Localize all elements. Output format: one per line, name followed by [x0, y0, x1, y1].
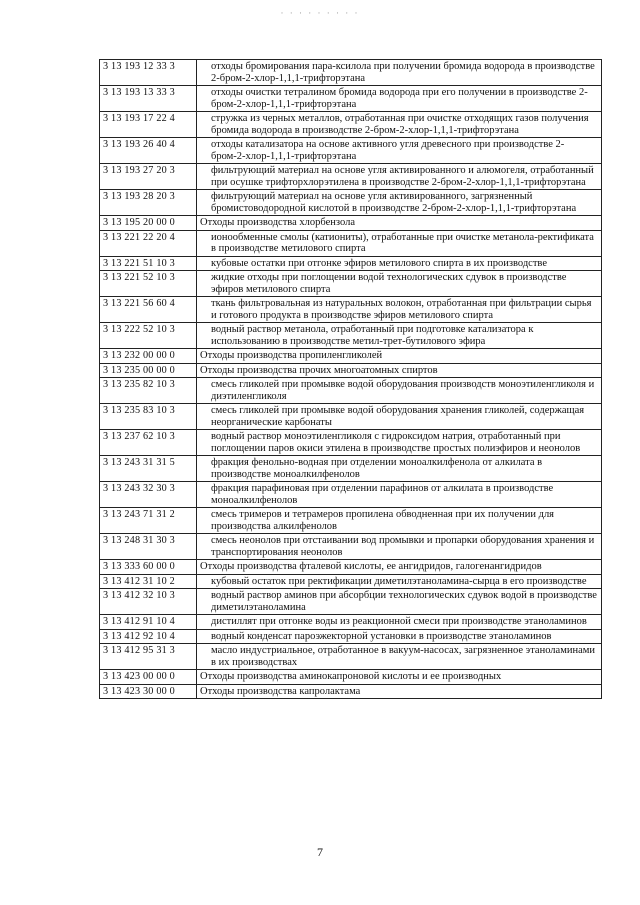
waste-description: ионообменные смолы (катиониты), отработанные при очистке метанола-ректификата в производстве метилового спирта: [197, 230, 602, 256]
table-row: [100, 138, 602, 164]
waste-code: 3 13 193 13 33 3: [100, 86, 197, 112]
waste-group-name: Отходы производства капролактама: [197, 684, 602, 699]
table-row: [100, 378, 602, 404]
waste-code: 3 13 235 83 10 3: [100, 404, 197, 430]
waste-code: 3 13 193 27 20 3: [100, 164, 197, 190]
table-row: [100, 430, 602, 456]
waste-description: фильтрующий материал на основе угля активированного, загрязненный бромистоводородной кислотой в производстве 2-бром-2-хлор-1,1,1-трифторэтана: [197, 190, 602, 216]
waste-code: 3 13 412 31 10 2: [100, 574, 197, 589]
table-row: [100, 534, 602, 560]
waste-description: фракция фенольно-водная при отделении моноалкилфенола от алкилата в производстве моноалкилфенолов: [197, 456, 602, 482]
waste-code: 3 13 193 28 20 3: [100, 190, 197, 216]
waste-code: 3 13 235 00 00 0: [100, 363, 197, 378]
waste-description: смесь гликолей при промывке водой оборудования производств моноэтиленгликоля и диэтиленгликоля: [197, 378, 602, 404]
waste-code: 3 13 193 17 22 4: [100, 112, 197, 138]
waste-code: 3 13 412 92 10 4: [100, 629, 197, 644]
waste-description: водный раствор аминов при абсорбции технологических сдувок водой в производстве диметилэтаноламина: [197, 589, 602, 615]
table-group-row: [100, 684, 602, 699]
waste-description: смесь тримеров и тетрамеров пропилена обводненная при их получении для производства алкилфенолов: [197, 508, 602, 534]
table-row: [100, 190, 602, 216]
waste-code: 3 13 412 32 10 3: [100, 589, 197, 615]
table-body: [100, 60, 602, 699]
waste-description: масло индустриальное, отработанное в вакуум-насосах, загрязненное этаноламинами в их производствах: [197, 644, 602, 670]
table-row: [100, 589, 602, 615]
waste-description: жидкие отходы при поглощении водой технологических сдувок в производстве эфиров метилового спирта: [197, 271, 602, 297]
header-stamp: · · · · · · · · ·: [280, 8, 360, 18]
waste-description: кубовые остатки при отгонке эфиров метилового спирта в их производстве: [197, 256, 602, 271]
waste-code: 3 13 412 95 31 3: [100, 644, 197, 670]
table-row: [100, 629, 602, 644]
table-row: [100, 644, 602, 670]
waste-description: отходы очистки тетралином бромида водорода при его получении в производстве 2-бром-2-хлор-1,1,1-трифторэтана: [197, 86, 602, 112]
waste-description: смесь неонолов при отстаивании вод промывки и пропарки оборудования хранения и транспортирования неонолов: [197, 534, 602, 560]
table-row: [100, 256, 602, 271]
waste-code: 3 13 423 30 00 0: [100, 684, 197, 699]
waste-code: 3 13 333 60 00 0: [100, 560, 197, 575]
table-row: [100, 574, 602, 589]
waste-code: 3 13 243 71 31 2: [100, 508, 197, 534]
waste-description: водный конденсат пароэжекторной установки в производстве этаноламинов: [197, 629, 602, 644]
table-row: [100, 60, 602, 86]
waste-group-name: Отходы производства фталевой кислоты, ее ангидридов, галогенангидридов: [197, 560, 602, 575]
table-group-row: [100, 670, 602, 685]
waste-code: 3 13 221 51 10 3: [100, 256, 197, 271]
waste-code: 3 13 193 12 33 3: [100, 60, 197, 86]
table-row: [100, 86, 602, 112]
waste-description: кубовый остаток при ректификации диметилэтаноламина-сырца в его производстве: [197, 574, 602, 589]
waste-code: 3 13 193 26 40 4: [100, 138, 197, 164]
waste-group-name: Отходы производства хлорбензола: [197, 216, 602, 231]
table-row: [100, 323, 602, 349]
waste-description: водный раствор метанола, отработанный при подготовке катализатора к использованию в производстве метил-трет-бутилового эфира: [197, 323, 602, 349]
waste-code: 3 13 221 56 60 4: [100, 297, 197, 323]
waste-description: отходы катализатора на основе активного угля древесного при производстве 2-бром-2-хлор-1,1,1-трифторэтана: [197, 138, 602, 164]
waste-code: 3 13 235 82 10 3: [100, 378, 197, 404]
waste-description: дистиллят при отгонке воды из реакционной смеси при производстве этаноламинов: [197, 615, 602, 630]
table-group-row: [100, 349, 602, 364]
table-group-row: [100, 560, 602, 575]
waste-code: 3 13 243 31 31 5: [100, 456, 197, 482]
waste-code: 3 13 248 31 30 3: [100, 534, 197, 560]
page-number: 7: [317, 845, 323, 859]
table-row: [100, 297, 602, 323]
waste-code: 3 13 222 52 10 3: [100, 323, 197, 349]
waste-description: стружка из черных металлов, отработанная при очистке отходящих газов получения бромида водорода в производстве 2-бром-2-хлор-1,1,1-трифторэтана: [197, 112, 602, 138]
waste-code: 3 13 232 00 00 0: [100, 349, 197, 364]
waste-code: 3 13 195 20 00 0: [100, 216, 197, 231]
waste-code: 3 13 243 32 30 3: [100, 482, 197, 508]
table-row: [100, 482, 602, 508]
waste-code: 3 13 221 52 10 3: [100, 271, 197, 297]
table-row: [100, 456, 602, 482]
waste-group-name: Отходы производства прочих многоатомных спиртов: [197, 363, 602, 378]
waste-code: 3 13 221 22 20 4: [100, 230, 197, 256]
waste-code: 3 13 412 91 10 4: [100, 615, 197, 630]
table-row: [100, 164, 602, 190]
waste-description: ткань фильтровальная из натуральных волокон, отработанная при фильтрации сырья и готового продукта в производстве эфиров метилового спирта: [197, 297, 602, 323]
waste-group-name: Отходы производства пропиленгликолей: [197, 349, 602, 364]
table-row: [100, 615, 602, 630]
table-row: [100, 271, 602, 297]
waste-description: отходы бромирования пара-ксилола при получении бромида водорода в производстве 2-бром-2-хлор-1,1,1-трифторэтана: [197, 60, 602, 86]
waste-description: водный раствор моноэтиленгликоля с гидроксидом натрия, отработанный при поглощении паров окиси этилена в производстве простых полиэфиров и неонолов: [197, 430, 602, 456]
waste-description: фракция парафиновая при отделении парафинов от алкилата в производстве моноалкилфенолов: [197, 482, 602, 508]
table-row: [100, 404, 602, 430]
table-group-row: [100, 363, 602, 378]
waste-group-name: Отходы производства аминокапроновой кислоты и ее производных: [197, 670, 602, 685]
table-row: [100, 112, 602, 138]
waste-code: 3 13 423 00 00 0: [100, 670, 197, 685]
table-group-row: [100, 216, 602, 231]
waste-description: фильтрующий материал на основе угля активированного и алюмогеля, отработанный при осушке трифторхлорэтилена в производстве 2-бром-2-хлор-1,1,1-трифторэтана: [197, 164, 602, 190]
table-row: [100, 508, 602, 534]
table-row: [100, 230, 602, 256]
waste-description: смесь гликолей при промывке водой оборудования хранения гликолей, содержащая неорганические карбонаты: [197, 404, 602, 430]
waste-code: 3 13 237 62 10 3: [100, 430, 197, 456]
waste-classification-table: [99, 59, 602, 699]
